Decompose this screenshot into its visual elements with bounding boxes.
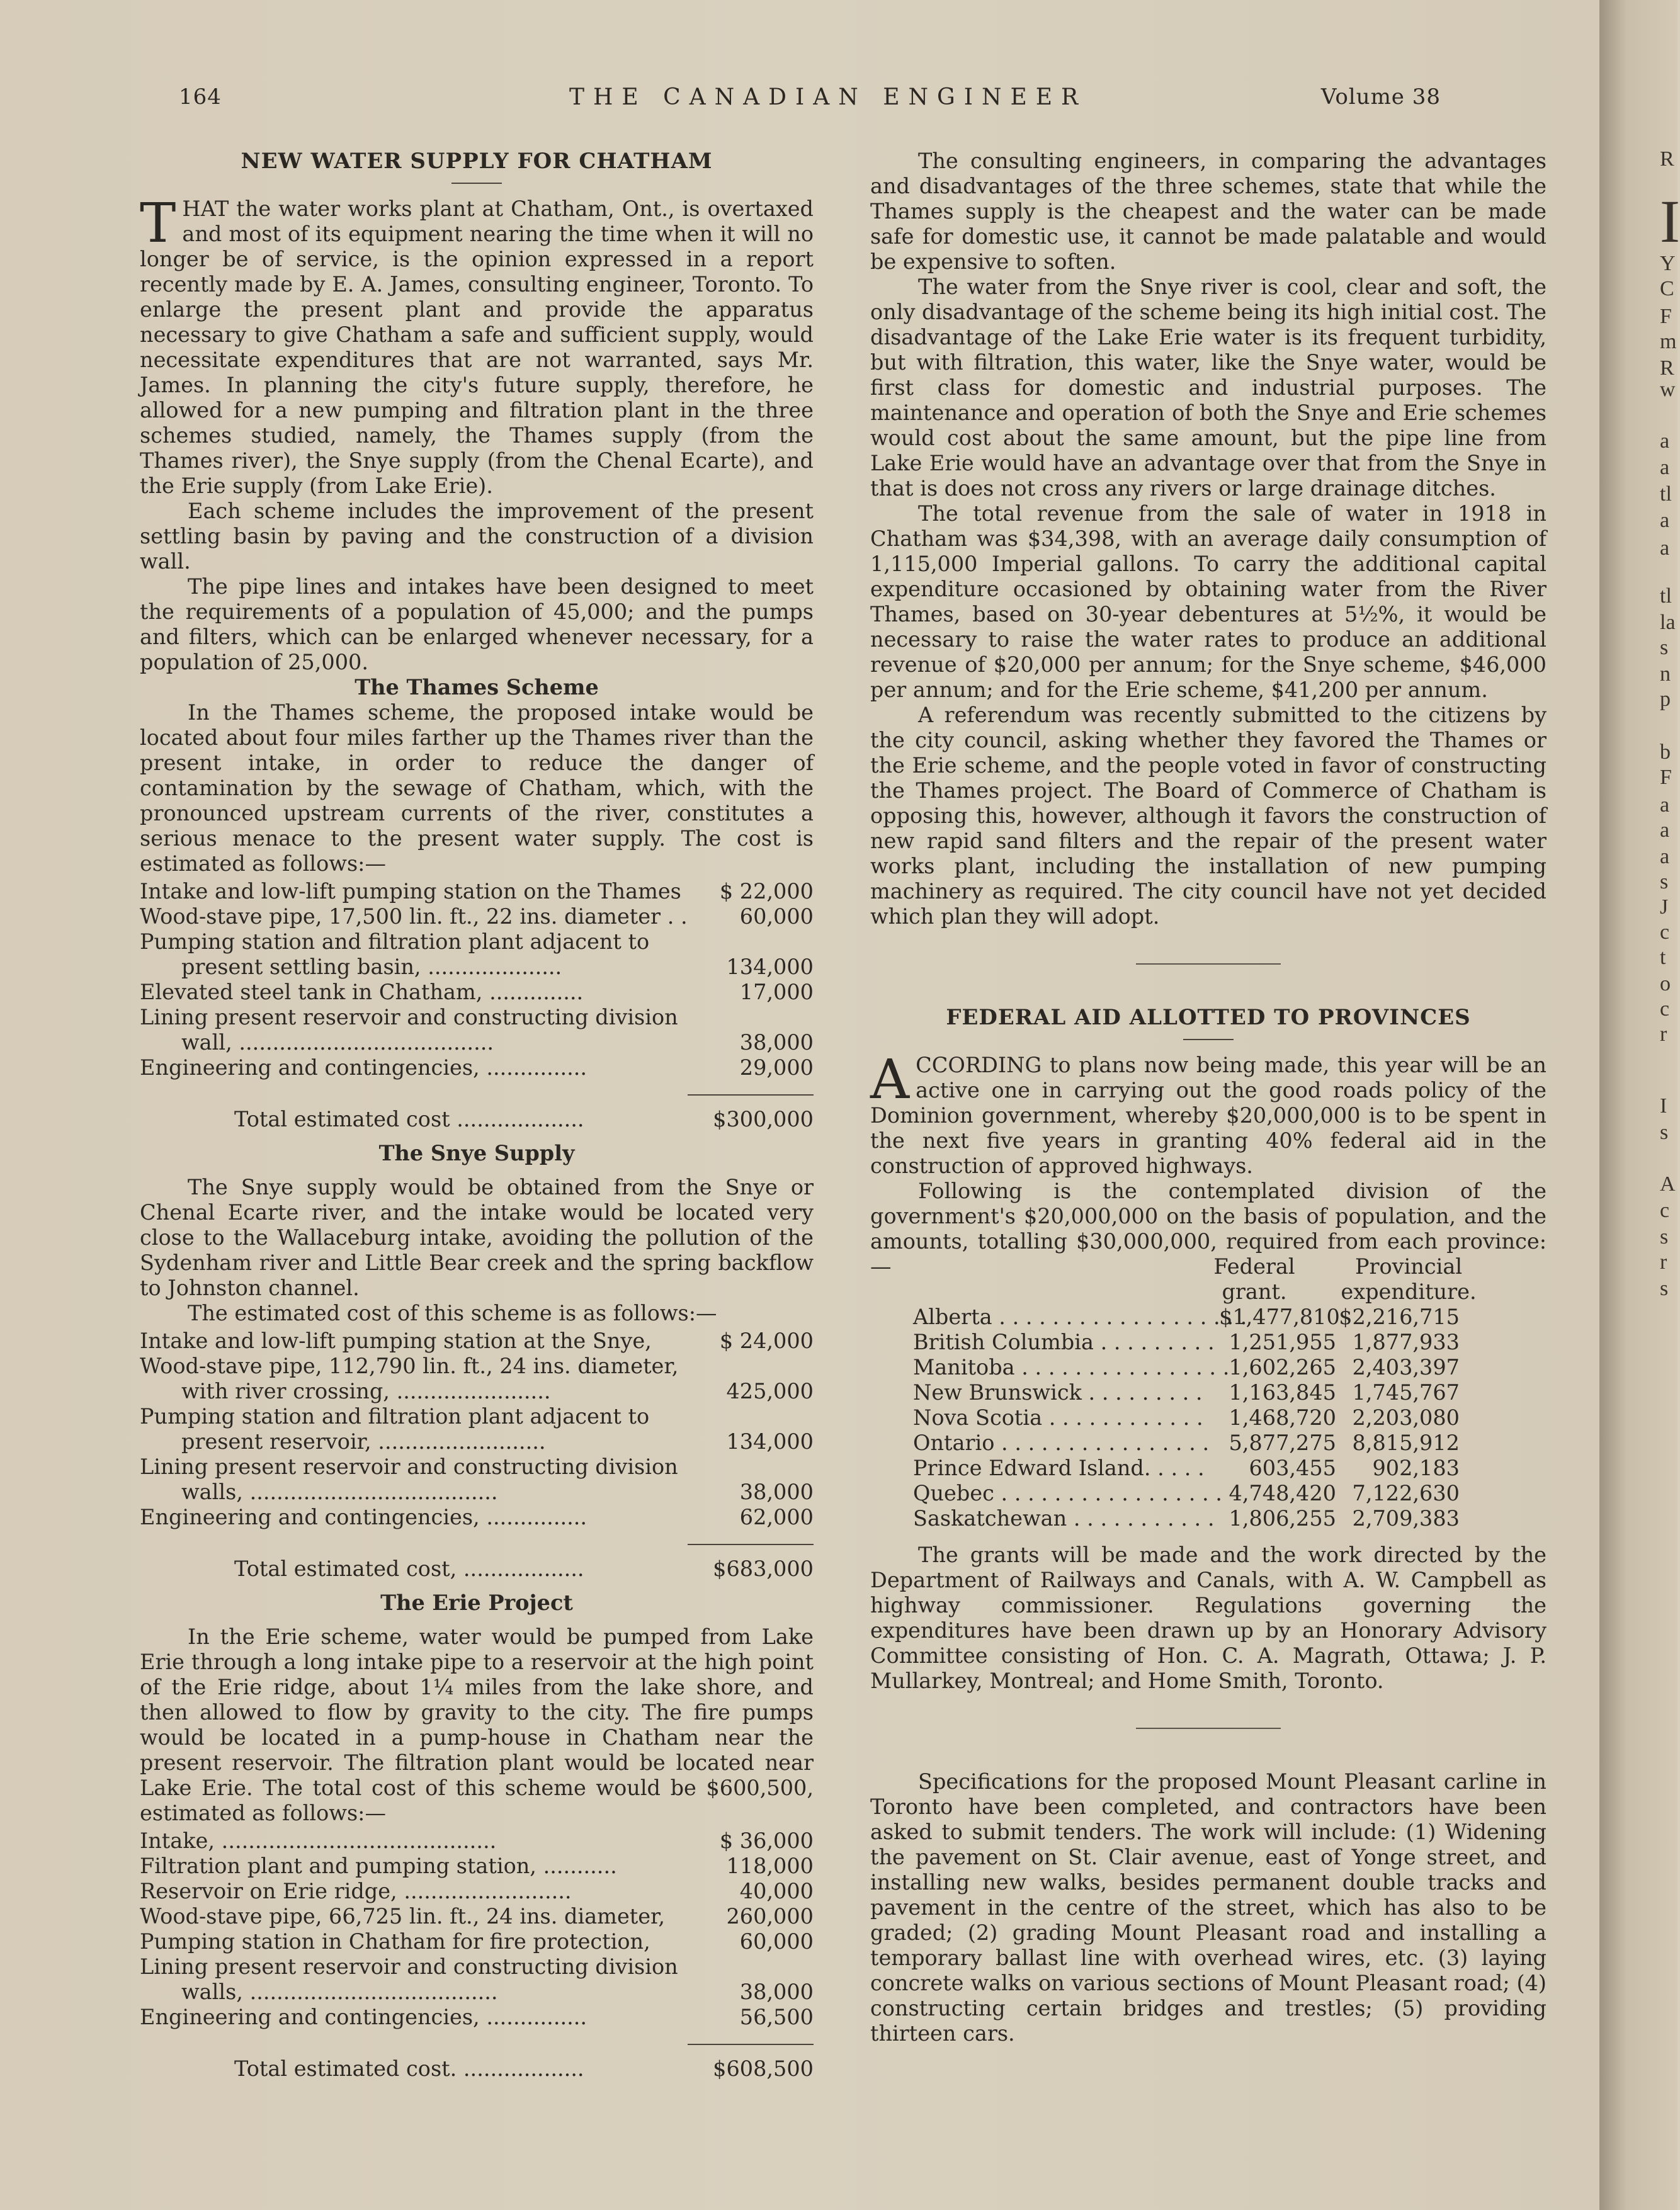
cost-amount: $ 36,000 (719, 1828, 814, 1853)
edge-fragment: s (1660, 1225, 1669, 1249)
volume-label: Volume 38 (1320, 84, 1441, 110)
cost-row (140, 2005, 814, 2030)
cost-label: Reservoir on Erie ridge, ......................... (140, 1879, 572, 1903)
snye-paragraph-2: The estimated cost of this scheme is as follows:— (188, 1301, 717, 1325)
federal-grant: 5,877,275 (1229, 1431, 1336, 1455)
page-number: 164 (179, 84, 222, 110)
province-row (870, 1380, 1547, 1405)
cost-label: Engineering and contingencies, ............... (140, 1055, 587, 1080)
snye-paragraph: The Snye supply would be obtained from the Snye or Chenal Ecarte river, and the intake would be located very close to the Wallaceburg intake, avoiding the pollution of the Sydenham river and Little Bear creek and the spring backflow to Johnston channel. (140, 1175, 814, 1300)
edge-fragment: s (1660, 870, 1669, 893)
edge-fragment: I (1660, 1094, 1667, 1118)
chatham-right-paragraph-4: A referendum was recently submitted to the citizens by the city council, asking whether they favored the Thames or the Erie scheme, and the people voted in favor of constructing the Thames project. The Board of Commerce of Chatham is opposing this, however, although it favors the construction of new rapid sand filters and the repair of the present water works plant, including the installation of new pumping machinery as required. The city council have not yet decided which plan they will adopt. (870, 703, 1547, 929)
edge-fragment: b (1660, 740, 1671, 764)
edge-fragment: w (1660, 378, 1676, 401)
provincial-expenditure: 2,709,383 (1352, 1506, 1460, 1531)
left-column (140, 149, 814, 2082)
cost-row (140, 1329, 814, 1354)
province-name: Prince Edward Island. . . . . (913, 1456, 1205, 1480)
cost-row (140, 980, 814, 1005)
province-row (870, 1506, 1547, 1531)
total-label: Total estimated cost ................... (234, 1107, 584, 1131)
federal-paragraph-1: CCORDING to plans now being made, this year will be an active one in carrying out the good roads policy of the Dominion government, whereby $20,000,000 is to be spent in the next five years in granting 40% federal aid in the construction of approved highways. (870, 1053, 1547, 1178)
cost-row (140, 1030, 814, 1055)
cost-row (140, 1404, 814, 1429)
edge-fragment: F (1660, 766, 1672, 789)
provincial-expenditure: 1,877,933 (1352, 1330, 1460, 1354)
cost-label: walls, ..................................... (181, 1980, 498, 2004)
cost-amount: 60,000 (739, 904, 814, 929)
cost-label: Lining present reservoir and constructing division (140, 1454, 678, 1479)
cost-label: wall, ...................................... (181, 1030, 494, 1055)
federal-grant: 1,251,955 (1229, 1330, 1336, 1354)
cost-row (140, 1879, 814, 1904)
edge-fragment: a (1660, 793, 1670, 817)
provincial-expenditure: 1,745,767 (1352, 1380, 1460, 1405)
edge-fragment: m (1660, 330, 1677, 353)
cost-amount: 62,000 (739, 1505, 814, 1529)
cost-amount: 60,000 (739, 1929, 814, 1954)
chatham-paragraph-1: HAT the water works plant at Chatham, Ont., is overtaxed and most of its equipment nearing the time when it will no longer be of service, is the opinion expressed in a report recently made by E. A. James, consulting engineer, Toronto. To enlarge the present plant and provide the apparatus necessary to give Chatham a safe and sufficient supply, would necessitate expenditures that are not warranted, says Mr. James. In planning the city's future supply, therefore, he allowed for a new pumping and filtration plant in the three schemes studied, namely, the Thames supply (from the Thames river), the Snye supply (from the Chenal Ecarte), and the Erie supply (from Lake Erie). (140, 196, 814, 498)
edge-fragment: a (1660, 509, 1670, 532)
cost-label: Wood-stave pipe, 66,725 lin. ft., 24 ins. diameter, (140, 1904, 666, 1929)
province-name: Ontario . . . . . . . . . . . . . . . . (913, 1431, 1210, 1455)
edge-fragment: a (1660, 845, 1670, 868)
federal-paragraph-2: Following is the contemplated division of the government's $20,000,000 on the basis of population, and the amounts, totalling $30,000,000, required from each province:— (870, 1179, 1547, 1279)
edge-fragment: a (1660, 819, 1670, 842)
provincial-expenditure: 8,815,912 (1352, 1431, 1460, 1455)
total-amount: $300,000 (713, 1107, 814, 1131)
cost-label: Intake and low-lift pumping station at the Snye, (140, 1329, 652, 1353)
cost-row (140, 929, 814, 955)
chatham-right-paragraph-1: The consulting engineers, in comparing the advantages and disadvantages of the three schemes, state that while the Thames supply is the cheapest and the water can be made safe for domestic use, it cannot be made palatable and would be expensive to soften. (870, 149, 1547, 274)
edge-fragment: c (1660, 921, 1670, 944)
cost-row (140, 1005, 814, 1030)
article-title-federal: FEDERAL AID ALLOTTED TO PROVINCES (946, 1005, 1471, 1030)
cost-amount: 17,000 (739, 980, 814, 1004)
edge-fragment: s (1660, 636, 1669, 659)
section-divider (1136, 963, 1281, 965)
erie-heading: The Erie Project (380, 1590, 573, 1615)
cost-label: Pumping station and filtration plant adjacent to (140, 929, 650, 954)
total-rule (688, 1094, 814, 1096)
province-row (870, 1355, 1547, 1380)
edge-fragment: a (1660, 456, 1670, 479)
erie-paragraph: In the Erie scheme, water would be pumped from Lake Erie through a long intake pipe to a reservoir at the high point of the Erie ridge, about 1¼ miles from the lake shore, and then allowed to flow by gravity to the city. The fire pumps would be located in a pump-house in Chatham near the present reservoir. The filtration plant would be located near Lake Erie. The total cost of this scheme would be $600,500, estimated as follows:— (140, 1624, 814, 1825)
thames-heading: The Thames Scheme (355, 675, 599, 700)
federal-grant: 1,806,255 (1229, 1506, 1336, 1531)
federal-grant-header: Federal grant. (1213, 1254, 1295, 1304)
edge-fragment: A (1660, 1172, 1676, 1196)
cost-amount: $ 24,000 (719, 1329, 814, 1353)
federal-lead (870, 1048, 1547, 1179)
cost-label: Wood-stave pipe, 17,500 lin. ft., 22 ins. diameter . . (140, 904, 688, 929)
cost-label: Engineering and contingencies, ............... (140, 2005, 587, 2029)
edge-fragment: Y (1660, 252, 1676, 275)
province-row (870, 1305, 1547, 1330)
thames-total-row (140, 1107, 814, 1132)
chatham-right-paragraph-2: The water from the Snye river is cool, clear and soft, the only disadvantage of the scheme being its high initial cost. The disadvantage of the Lake Erie water is its frequent turbidity, but with filtration, this water, like the Snye water, would be first class for domestic and industrial purposes. The maintenance and operation of both the Snye and Erie schemes would cost about the same amount, but the pipe line from Lake Erie would have an advantage over that from the Snye in that is does not cross any rivers or large drainage ditches. (870, 275, 1547, 501)
federal-grant: 1,163,845 (1229, 1380, 1336, 1405)
total-label: Total estimated cost. .................. (234, 2056, 584, 2081)
province-name: Saskatchewan . . . . . . . . . . . (913, 1506, 1215, 1531)
cost-label: Elevated steel tank in Chatham, .............. (140, 980, 584, 1004)
chatham-lead (140, 192, 814, 499)
total-rule (688, 1544, 814, 1545)
right-column (870, 149, 1547, 2046)
cost-amount: $ 22,000 (719, 879, 814, 904)
chatham-paragraph-2: Each scheme includes the improvement of the present settling basin by paving and the construction of a division wall. (140, 499, 814, 574)
cost-label: Filtration plant and pumping station, ........... (140, 1854, 617, 1878)
magazine-title: THE CANADIAN ENGINEER (569, 84, 1087, 110)
edge-fragment: s (1660, 1121, 1669, 1144)
edge-fragment: p (1660, 688, 1671, 711)
cost-row (140, 1828, 814, 1854)
cost-amount: 425,000 (726, 1379, 814, 1403)
cost-label: present reservoir, ......................... (181, 1429, 546, 1454)
cost-row (140, 1980, 814, 2005)
edge-fragment: a (1660, 429, 1670, 453)
cost-row (140, 955, 814, 980)
province-name: Quebec . . . . . . . . . . . . . . . . . (913, 1481, 1222, 1505)
province-table-header (870, 1254, 1547, 1305)
edge-fragment: s (1660, 1277, 1669, 1300)
cost-amount: 38,000 (739, 1980, 814, 2004)
chatham-paragraph-3: The pipe lines and intakes have been designed to meet the requirements of a population of 45,000; and the pumps and filters, which can be enlarged whenever necessary, for a population of 25,000. (140, 574, 814, 674)
edge-fragment: tl (1660, 584, 1672, 608)
cost-row (140, 1854, 814, 1879)
snye-total-row (140, 1556, 814, 1582)
thames-paragraph: In the Thames scheme, the proposed intake would be located about four miles farther up the Thames river than the present intake, in order to reduce the danger of contamination by the sewage of Chatham, which, with the pronounced upstream currents of the river, constitutes a serious menace to the present water supply. The cost is estimated as follows:— (140, 700, 814, 876)
cost-row (140, 1929, 814, 1954)
province-name: Nova Scotia . . . . . . . . . . . . (913, 1405, 1203, 1430)
federal-grant: 4,748,420 (1229, 1481, 1336, 1505)
provincial-expenditure: 2,203,080 (1352, 1405, 1460, 1430)
province-name: Manitoba . . . . . . . . . . . . . . . . (913, 1355, 1230, 1380)
province-name: British Columbia . . . . . . . . . (913, 1330, 1215, 1354)
chatham-right-paragraph-3: The total revenue from the sale of water in 1918 in Chatham was $34,398, with an average daily consumption of 1,115,000 Imperial gallons. To carry the additional capital expenditure occasioned by obtaining water from the River Thames, based on 30-year debentures at 5½%, it would be necessary to raise the water rates to produce an additional revenue of $20,000 per annum; for the Snye scheme, $46,000 per annum; and for the Erie scheme, $41,200 per annum. (870, 501, 1547, 702)
cost-row (140, 1480, 814, 1505)
provincial-expenditure-header: Provincial expenditure. (1341, 1254, 1477, 1304)
cost-row (140, 1429, 814, 1454)
edge-fragment: r (1660, 1023, 1667, 1046)
cost-amount: 260,000 (726, 1904, 814, 1929)
title-rule (451, 183, 502, 184)
cost-row (140, 1954, 814, 1980)
edge-fragment: C (1660, 277, 1674, 300)
cost-row (140, 879, 814, 904)
province-row (870, 1456, 1547, 1481)
cost-label: Pumping station in Chatham for fire protection, (140, 1929, 650, 1954)
edge-fragment: F (1660, 305, 1672, 328)
edge-fragment: R (1660, 147, 1674, 171)
carline-paragraph: Specifications for the proposed Mount Pleasant carline in Toronto have been completed, and contractors have been asked to submit tenders. The work will include: (1) Widening the pavement on St. Clair avenue, east of Yonge street, and installing new walks, besides permanent double tracks and pavement in the centre of the street, which has also to be graded; (2) grading Mount Pleasant road and installing a temporary ballast line with overhead wires, etc. (3) laying concrete walks on various sections of Mount Pleasant road; (4) constructing certain bridges and trestles; (5) providing thirteen cars. (870, 1769, 1547, 2046)
cost-label: Intake, ......................................... (140, 1828, 497, 1853)
dropcap-a: A (870, 1048, 910, 1111)
section-divider (1136, 1728, 1281, 1729)
cost-amount: 40,000 (739, 1879, 814, 1903)
cost-label: walls, ..................................... (181, 1480, 498, 1504)
snye-heading: The Snye Supply (378, 1141, 575, 1165)
cost-row (140, 1354, 814, 1379)
edge-fragment: I (1660, 188, 1680, 255)
running-head (179, 84, 1511, 116)
cost-amount: 56,500 (739, 2005, 814, 2029)
edge-fragment: o (1660, 972, 1671, 995)
cost-label: Intake and low-lift pumping station on the Thames (140, 879, 681, 904)
federal-grant: 603,455 (1249, 1456, 1336, 1480)
federal-grant: $1,477,810 (1219, 1305, 1340, 1329)
snye-cost-table (140, 1329, 814, 1530)
cost-row (140, 904, 814, 929)
province-name: Alberta . . . . . . . . . . . . . . . . . . . (913, 1305, 1247, 1329)
edge-fragment: t (1660, 946, 1666, 969)
edge-fragment: la (1660, 611, 1676, 634)
edge-fragment: c (1660, 1199, 1670, 1222)
edge-fragment: r (1660, 1250, 1667, 1274)
cost-label: Engineering and contingencies, ............... (140, 1505, 587, 1529)
total-amount: $683,000 (713, 1556, 814, 1581)
erie-cost-table (140, 1828, 814, 2030)
province-row (870, 1481, 1547, 1506)
province-row (870, 1330, 1547, 1355)
province-row (870, 1431, 1547, 1456)
cost-label: Lining present reservoir and constructing division (140, 1954, 678, 1979)
cost-label: Wood-stave pipe, 112,790 lin. ft., 24 ins. diameter, (140, 1354, 679, 1378)
total-rule (688, 2044, 814, 2045)
province-name: New Brunswick . . . . . . . . . (913, 1380, 1203, 1405)
cost-amount: 118,000 (726, 1854, 814, 1878)
federal-grant: 1,468,720 (1229, 1405, 1336, 1430)
total-amount: $608,500 (713, 2056, 814, 2081)
cost-amount: 38,000 (739, 1030, 814, 1055)
erie-total-row (140, 2056, 814, 2082)
cost-label: present settling basin, .................... (181, 955, 562, 979)
cost-amount: 134,000 (726, 955, 814, 979)
provincial-expenditure: $2,216,715 (1339, 1305, 1460, 1329)
cost-label: Lining present reservoir and constructing division (140, 1005, 678, 1029)
cost-amount: 134,000 (726, 1429, 814, 1454)
cost-row (140, 1055, 814, 1080)
edge-fragment: a (1660, 536, 1670, 560)
dropcap-t: T (140, 192, 176, 255)
cost-label: with river crossing, ....................... (181, 1379, 551, 1403)
cost-amount: 38,000 (739, 1480, 814, 1504)
cost-row (140, 1904, 814, 1929)
edge-fragment: c (1660, 997, 1670, 1021)
adjacent-page-edge (1599, 0, 1680, 2210)
cost-row (140, 1505, 814, 1530)
cost-row (140, 1454, 814, 1480)
edge-fragment: n (1660, 662, 1671, 686)
provincial-expenditure: 2,403,397 (1352, 1355, 1460, 1380)
edge-fragment: tl (1660, 482, 1672, 506)
province-table (870, 1305, 1547, 1531)
thames-cost-table (140, 879, 814, 1080)
federal-paragraph-3: The grants will be made and the work directed by the Department of Railways and Canals, with A. W. Campbell as highway commissioner. Regulations governing the expenditures have been drawn up by an Honorary Advisory Committee consisting of Hon. C. A. Magrath, Ottawa; J. P. Mullarkey, Montreal; and Home Smith, Toronto. (870, 1543, 1547, 1693)
title-rule (1183, 1039, 1234, 1040)
edge-fragment: J (1660, 895, 1669, 919)
province-row (870, 1405, 1547, 1431)
cost-label: Pumping station and filtration plant adjacent to (140, 1404, 650, 1429)
total-label: Total estimated cost, .................. (234, 1556, 584, 1581)
cost-amount: 29,000 (739, 1055, 814, 1080)
provincial-expenditure: 7,122,630 (1352, 1481, 1460, 1505)
provincial-expenditure: 902,183 (1372, 1456, 1460, 1480)
federal-grant: 1,602,265 (1229, 1355, 1336, 1380)
cost-row (140, 1379, 814, 1404)
article-title-chatham: NEW WATER SUPPLY FOR CHATHAM (241, 149, 713, 174)
edge-fragment: R (1660, 356, 1674, 380)
